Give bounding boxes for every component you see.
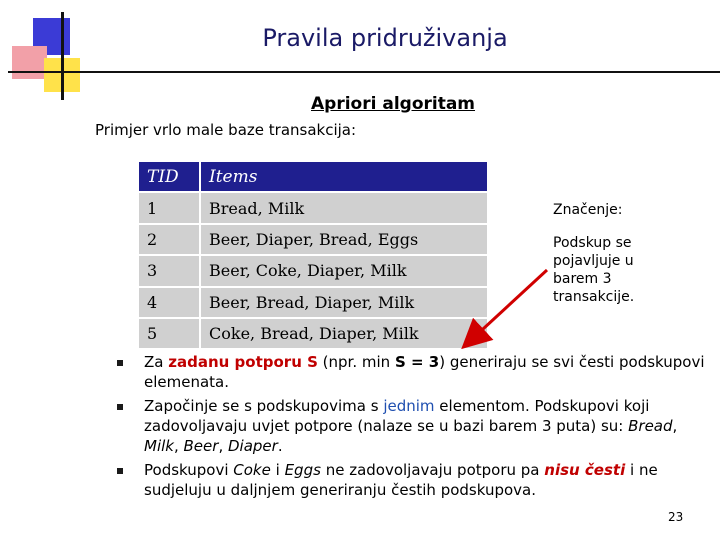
cell-items: Bread, Milk	[200, 192, 488, 223]
header-tid: TID	[138, 161, 200, 192]
cell-items: Beer, Bread, Diaper, Milk	[200, 287, 488, 318]
text-run: ne zadovoljavaju potporu pa	[320, 461, 545, 479]
text-run: (npr. min	[317, 353, 395, 371]
cell-items: Beer, Coke, Diaper, Milk	[200, 255, 488, 286]
text-run: i ne sudjeluju u daljnjem generiranju čestih podskupova.	[144, 461, 658, 499]
note-body: Podskup se pojavljuje u barem 3 transakcije.	[553, 235, 635, 305]
page-number: 23	[668, 510, 684, 524]
bullet-list	[124, 352, 709, 504]
text-run-italic: Eggs	[284, 461, 321, 479]
cell-tid: 5	[138, 318, 200, 349]
bullet-marker	[117, 360, 123, 366]
bullet-item	[124, 352, 709, 392]
text-run-highlight: jednim	[383, 397, 435, 415]
bullet-marker	[117, 404, 123, 410]
header-items: Items	[200, 161, 488, 192]
text-run-italic: Bread	[628, 417, 673, 435]
text-run: ,	[173, 437, 184, 455]
text-run: Za	[144, 353, 169, 371]
intro-text: Primjer vrlo male baze transakcija:	[95, 121, 357, 139]
text-run-bold: S = 3	[394, 353, 440, 371]
bullet-item	[124, 460, 709, 500]
text-run: Podskupovi	[144, 461, 234, 479]
bullet-item	[124, 396, 709, 456]
text-run-italic: Diaper	[227, 437, 278, 455]
text-run-highlight: nisu česti	[544, 461, 626, 479]
text-run: Započinje se s podskupovima s	[144, 397, 384, 415]
text-run: i	[270, 461, 285, 479]
slide-title: Pravila pridruživanja	[262, 24, 508, 52]
slide-subtitle: Apriori algoritam	[311, 94, 476, 114]
cell-tid: 3	[138, 255, 200, 286]
cell-tid: 4	[138, 287, 200, 318]
text-run: elementom. Podskupovi koji zadovoljavaju uvjet potpore (nalaze se u bazi barem 3 puta) su:	[144, 397, 650, 435]
cell-tid: 2	[138, 224, 200, 255]
text-run-italic: Milk	[144, 437, 174, 455]
cell-items: Coke, Bread, Diaper, Milk	[200, 318, 488, 349]
cell-items: Beer, Diaper, Bread, Eggs	[200, 224, 488, 255]
bullet-marker	[117, 468, 123, 474]
cell-tid: 1	[138, 192, 200, 223]
text-run: ,	[672, 417, 678, 435]
note-title: Značenje:	[553, 202, 623, 218]
text-run: ) generiraju se svi česti podskupovi elemenata.	[144, 353, 705, 391]
text-run-highlight: zadanu potporu S	[168, 353, 318, 371]
text-run: ,	[218, 437, 228, 455]
text-run: .	[277, 437, 283, 455]
text-run-italic: Coke	[233, 461, 271, 479]
text-run-italic: Beer	[183, 437, 219, 455]
